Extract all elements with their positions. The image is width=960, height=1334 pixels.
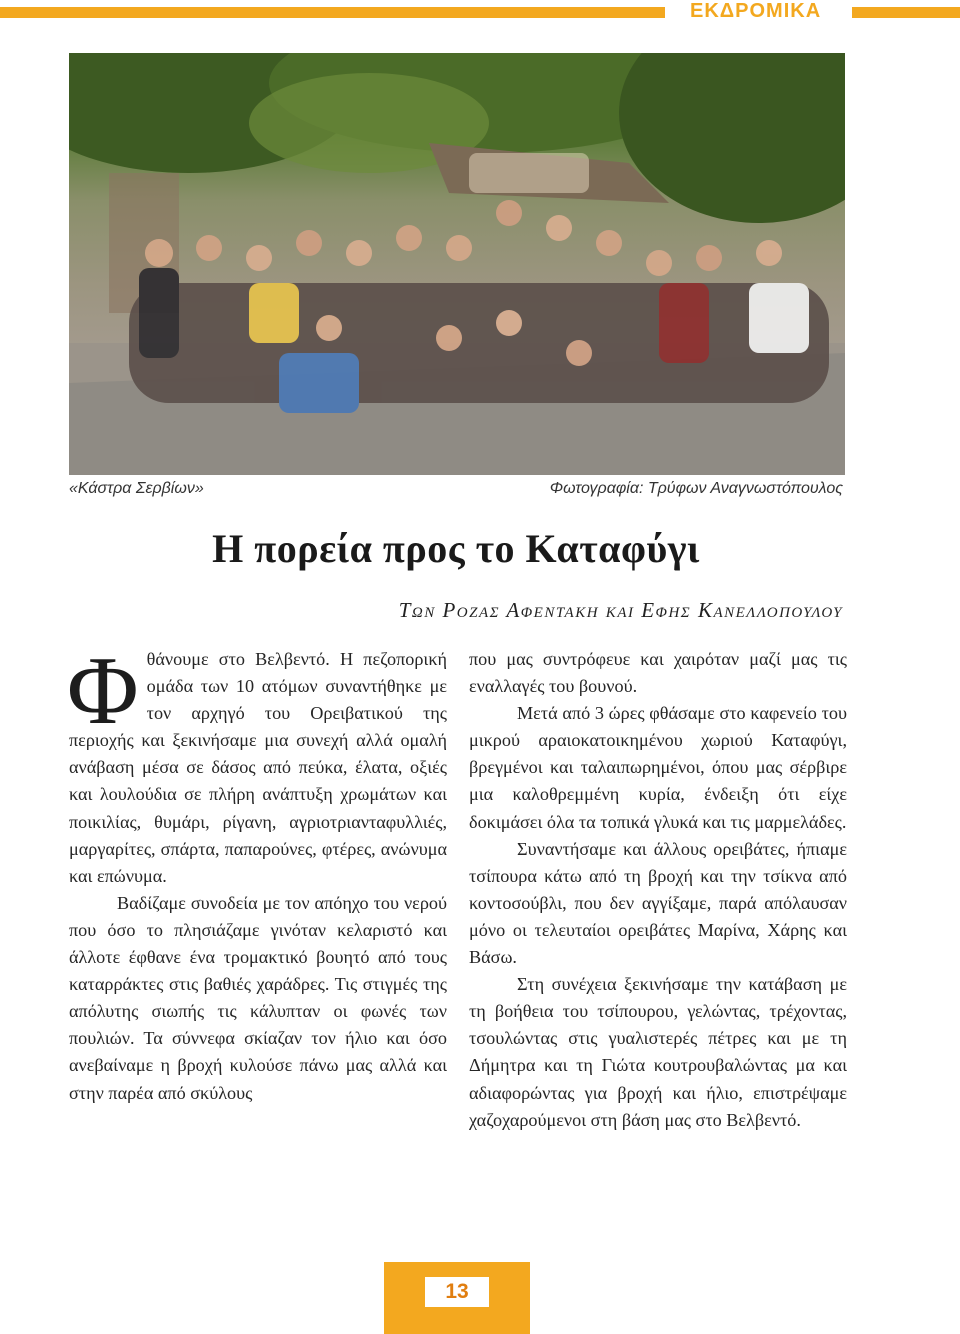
paragraph-2-continued: που μας συντρόφευε και χαιρόταν μαζί μας τις εναλλαγές του βουνού. — [469, 649, 847, 697]
article-column-left — [67, 637, 447, 1107]
article-title: Η πορεία προς το Καταφύγι — [212, 526, 700, 571]
paragraph-1-text: θάνουμε στο Βελβεντό. Η πεζοπορική ομάδα των 10 ατόμων συναντήθηκε με τον αρχηγό του Ορειβατικού της περιοχής και ξεκινήσαμε μια συνεχή αλλά ομαλή ανάβαση μέσα σε δάσος από πεύκα, έλατα, οξιές και λουλούδια σε πλήρη ανάπτυξη χρωμάτων και ποικιλίας, θυμάρι, ρίγανη, αγριοτριανταφυλλιές, μαργαρίτες, σπάρτα, παπαρούνες, φτέρες, ανώνυμα και επώνυμα. — [69, 649, 447, 886]
article-authors: Των Ροζας Αφεντακη και Εφης Κανελλοπουλου — [398, 598, 843, 622]
photo-credit: Φωτογραφία: Τρύφων Αναγνωστόπουλος — [549, 480, 843, 497]
section-label: ΕΚΔΡΟΜΙΚΑ — [690, 0, 822, 22]
group-photo — [69, 53, 845, 475]
paragraph-1 — [67, 637, 447, 890]
page-number: 13 — [425, 1277, 489, 1307]
photo-caption-location: «Κάστρα Σερβίων» — [69, 480, 204, 497]
paragraph-2: Βαδίζαμε συνοδεία με τον απόηχο του νερού που όσο το πλησιάζαμε γινόταν κελαριστό και άλλοτε έφθανε ένα τρομακτικό βουητό από τους καταρράκτες στις βαθιές χαράδρες. Τις στιγμές της απόλυτης σιωπής τις κάλυπταν οι φωνές των πουλιών. Τα σύννεφα σκίαζαν τον ήλιο και όσο ανεβαίναμε η βροχή κυλούσε πάνω μας αλλά και στην παρέα από σκύλους — [69, 892, 447, 1103]
paragraph-5: Στη συνέχεια ξεκινήσαμε την κατάβαση με τη βοήθεια του τσίπουρου, γελώντας, τρέχοντας, τσουλώντας στις γυαλιστερές πέτρες και με τη Δήμητρα και τη Γιώτα κουτρουβαλώντας μα και αδιαφορώντας για βροχή και ήλιο, επιστρέψαμε χαζοχαρούμενοι στη βάση μας στο Βελβεντό. — [469, 974, 847, 1130]
paragraph-3: Μετά από 3 ώρες φθάσαμε στο καφενείο του μικρού αραιοκατοικημένου χωριού Καταφύγι, βρεγμένοι και ταλαιπωρημένοι, όπου μας σέρβιρε μια καλοθρεμμένη κυρία, ένδειξη ότι είχε δοκιμάσει όλα τα τοπικά γλυκά και τις μαρμελάδες. — [469, 703, 847, 832]
header-band-left — [0, 7, 665, 18]
paragraph-4: Συναντήσαμε και άλλους ορειβάτες, ήπιαμε τσίπουρα κάτω από τη βροχή και την τσίκνα από κοντοσούβλι, που δεν αγγίξαμε, παρά απόλαυσαν μόνο οι τελευταίοι ορειβάτες Μαρίνα, Χάρης και Βάσω. — [469, 838, 847, 968]
page-number-box — [384, 1262, 530, 1334]
drop-cap: Φ — [67, 637, 139, 745]
article-column-right — [469, 646, 847, 1134]
header-band-right — [852, 7, 960, 18]
